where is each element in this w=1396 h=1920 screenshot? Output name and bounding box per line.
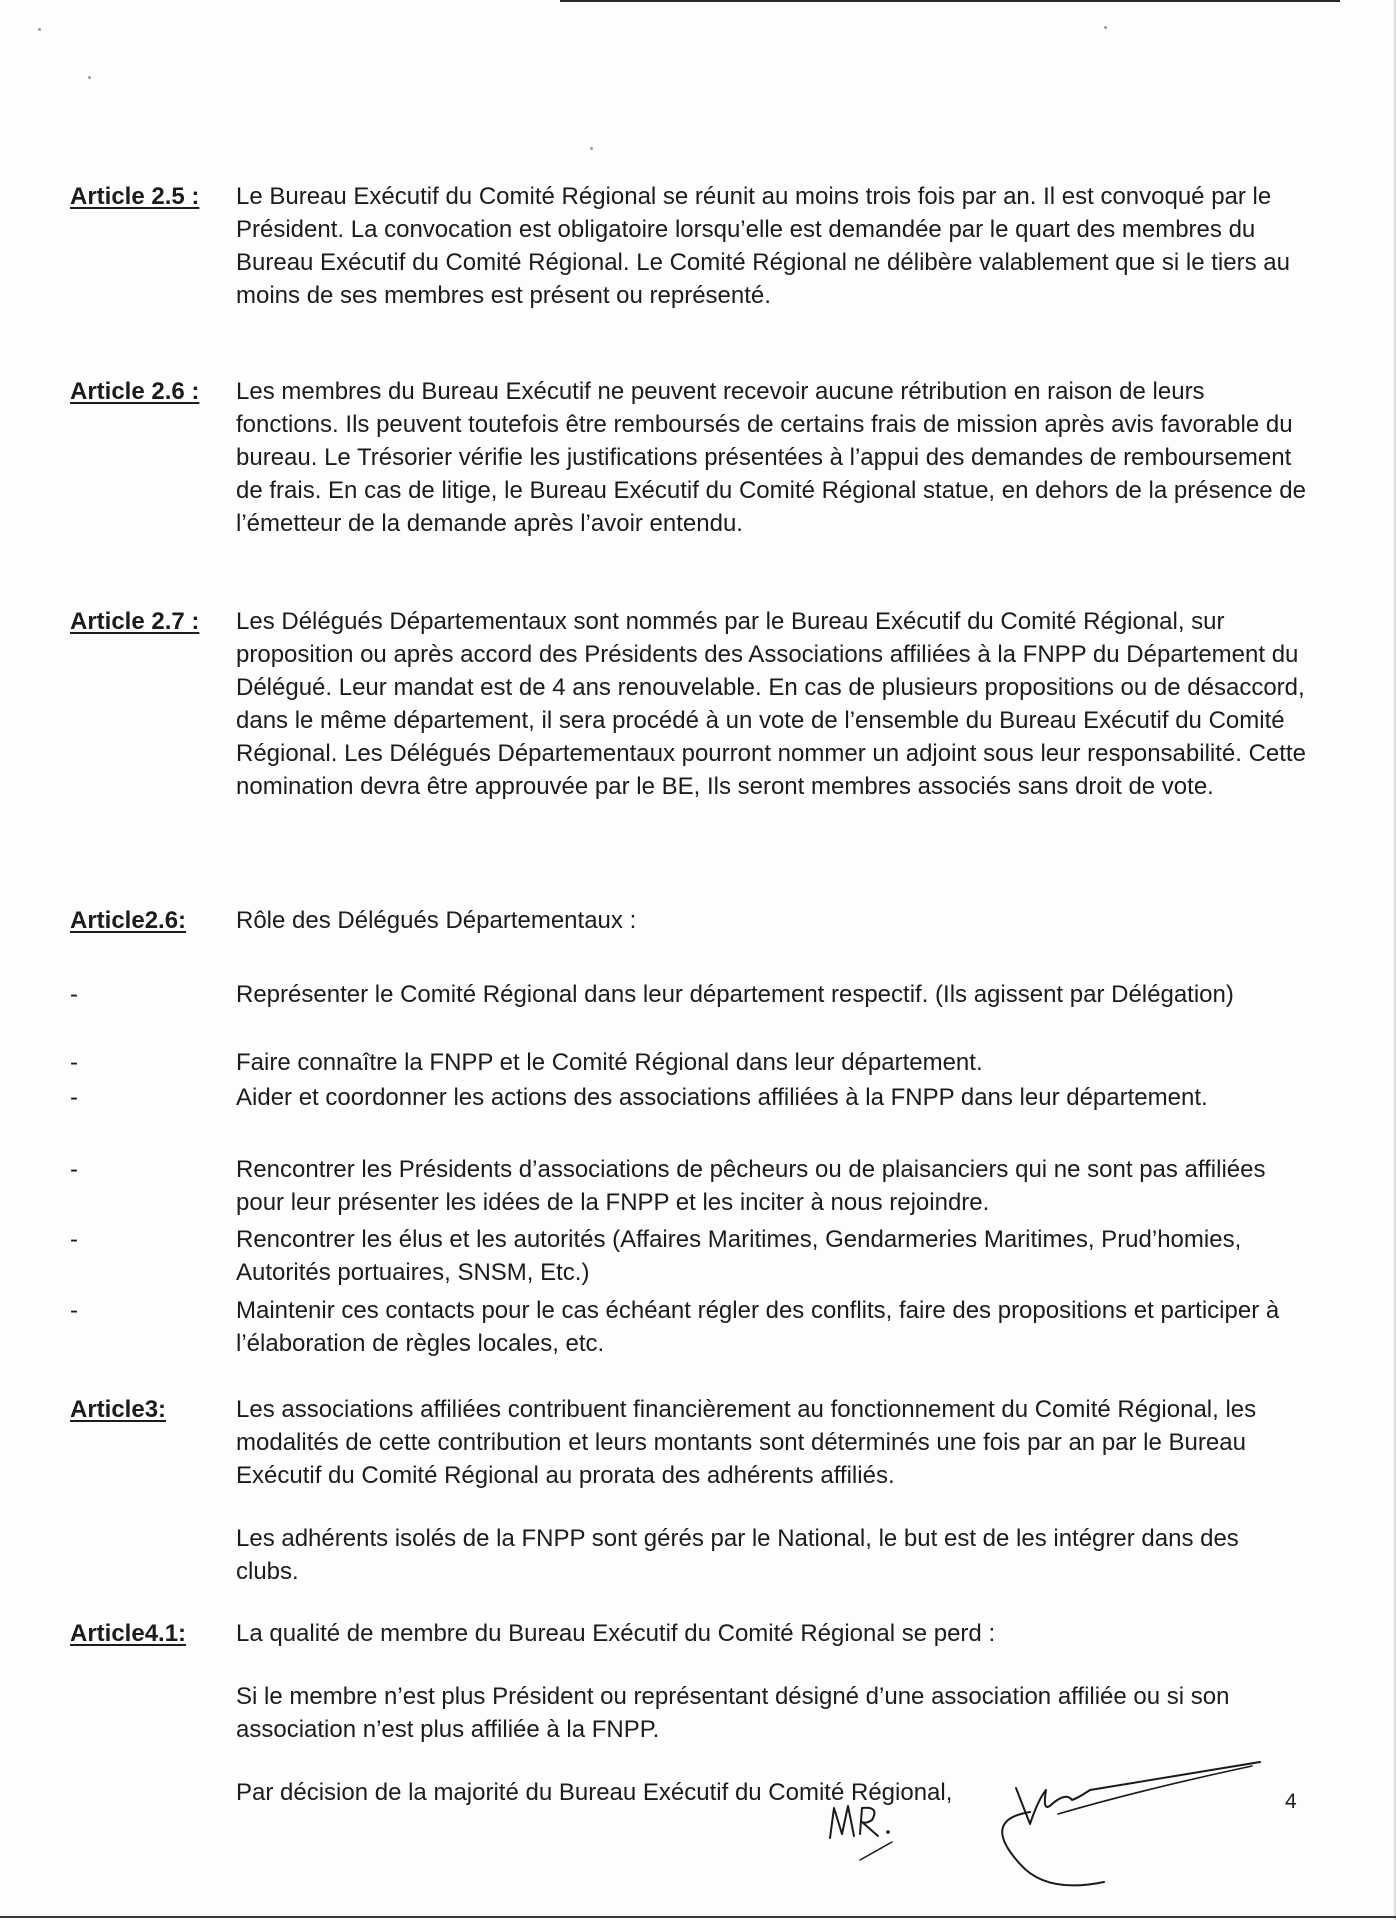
bullet-marker: -: [70, 1297, 78, 1324]
bullet-text: Aider et coordonner les actions des associations affiliées à la FNPP dans leur département.: [236, 1084, 1208, 1111]
scan-speck: [38, 28, 41, 31]
article-label: Article3:: [70, 1396, 167, 1423]
bullet-text: Faire connaître la FNPP et le Comité Régional dans leur département.: [236, 1049, 983, 1076]
bullet-marker: -: [70, 1156, 78, 1183]
scan-speck: [590, 147, 593, 150]
scan-edge-top: [560, 0, 1340, 2]
scan-speck: [88, 76, 91, 79]
article-text: Rôle des Délégués Départementaux :: [236, 907, 637, 934]
article-paragraph: Si le membre n’est plus Président ou représentant désigné d’une association affiliée ou si son association n’est plus affiliée à la FNPP.: [236, 1683, 1230, 1743]
handwritten-signature: [820, 1760, 1290, 1920]
article-label: Article 2.5 :: [70, 183, 200, 210]
scan-speck: [1104, 26, 1107, 29]
article-label: Article2.6:: [70, 907, 187, 934]
article-text: Le Bureau Exécutif du Comité Régional se réunit au moins trois fois par an. Il est convoqué par le Président. La convocation est obligatoire lorsqu’elle est demandée par le quart des membres du Bureau Exécutif du Comité Régional. Le Comité Régional ne délibère valablement que si le tiers au moins de ses membres est présent ou représenté.: [236, 183, 1290, 309]
bullet-marker: -: [70, 1084, 78, 1111]
article-text: Les membres du Bureau Exécutif ne peuvent recevoir aucune rétribution en raison de leurs fonctions. Ils peuvent toutefois être remboursés de certains frais de mission après avis favorable du bureau. Le Trésorier vérifie les justifications présentées à l’appui des demandes de remboursement de frais. En cas de litige, le Bureau Exécutif du Comité Régional statue, en dehors de la présence de l’émetteur de la demande après l’avoir entendu.: [236, 378, 1306, 537]
article-paragraph: Les adhérents isolés de la FNPP sont gérés par le National, le but est de les intégrer dans des clubs.: [236, 1525, 1239, 1585]
bullet-text: Maintenir ces contacts pour le cas échéant régler des conflits, faire des propositions et participer à l’élaboration de règles locales, etc.: [236, 1297, 1280, 1357]
article-paragraph: Les associations affiliées contribuent financièrement au fonctionnement du Comité Régional, les modalités de cette contribution et leurs montants sont déterminés une fois par an par le Bureau Exécutif du Comité Régional au prorata des adhérents affiliés.: [236, 1396, 1257, 1489]
article-label: Article4.1:: [70, 1620, 187, 1647]
article-paragraph: Par décision de la majorité du Bureau Exécutif du Comité Régional,: [236, 1779, 953, 1806]
bullet-text: Rencontrer les Présidents d’associations de pêcheurs ou de plaisanciers qui ne sont pas affiliées pour leur présenter les idées de la FNPP et les inciter à nous rejoindre.: [236, 1156, 1266, 1216]
page-number: 4: [1285, 1790, 1297, 1813]
bullet-marker: -: [70, 1049, 78, 1076]
bullet-marker: -: [70, 1226, 78, 1253]
article-label: Article 2.6 :: [70, 378, 200, 405]
article-text: Les Délégués Départementaux sont nommés par le Bureau Exécutif du Comité Régional, sur proposition ou après accord des Présidents des Associations affiliées à la FNPP du Département du Délégué. Leur mandat est de 4 ans renouvelable. En cas de plusieurs propositions ou de désaccord, dans le même département, il sera procédé à un vote de l’ensemble du Bureau Exécutif du Comité Régional. Les Délégués Départementaux pourront nommer un adjoint sous leur responsabilité. Cette nomination devra être approuvée par le BE, Ils seront membres associés sans droit de vote.: [236, 608, 1306, 800]
bullet-text: Représenter le Comité Régional dans leur département respectif. (Ils agissent par Délégation): [236, 981, 1234, 1008]
article-paragraph: La qualité de membre du Bureau Exécutif du Comité Régional se perd :: [236, 1620, 996, 1647]
bullet-text: Rencontrer les élus et les autorités (Affaires Maritimes, Gendarmeries Maritimes, Prud’homies, Autorités portuaires, SNSM, Etc.): [236, 1226, 1242, 1286]
bullet-marker: -: [70, 981, 78, 1008]
article-label: Article 2.7 :: [70, 608, 200, 635]
article-text-block: [236, 1393, 1306, 1588]
